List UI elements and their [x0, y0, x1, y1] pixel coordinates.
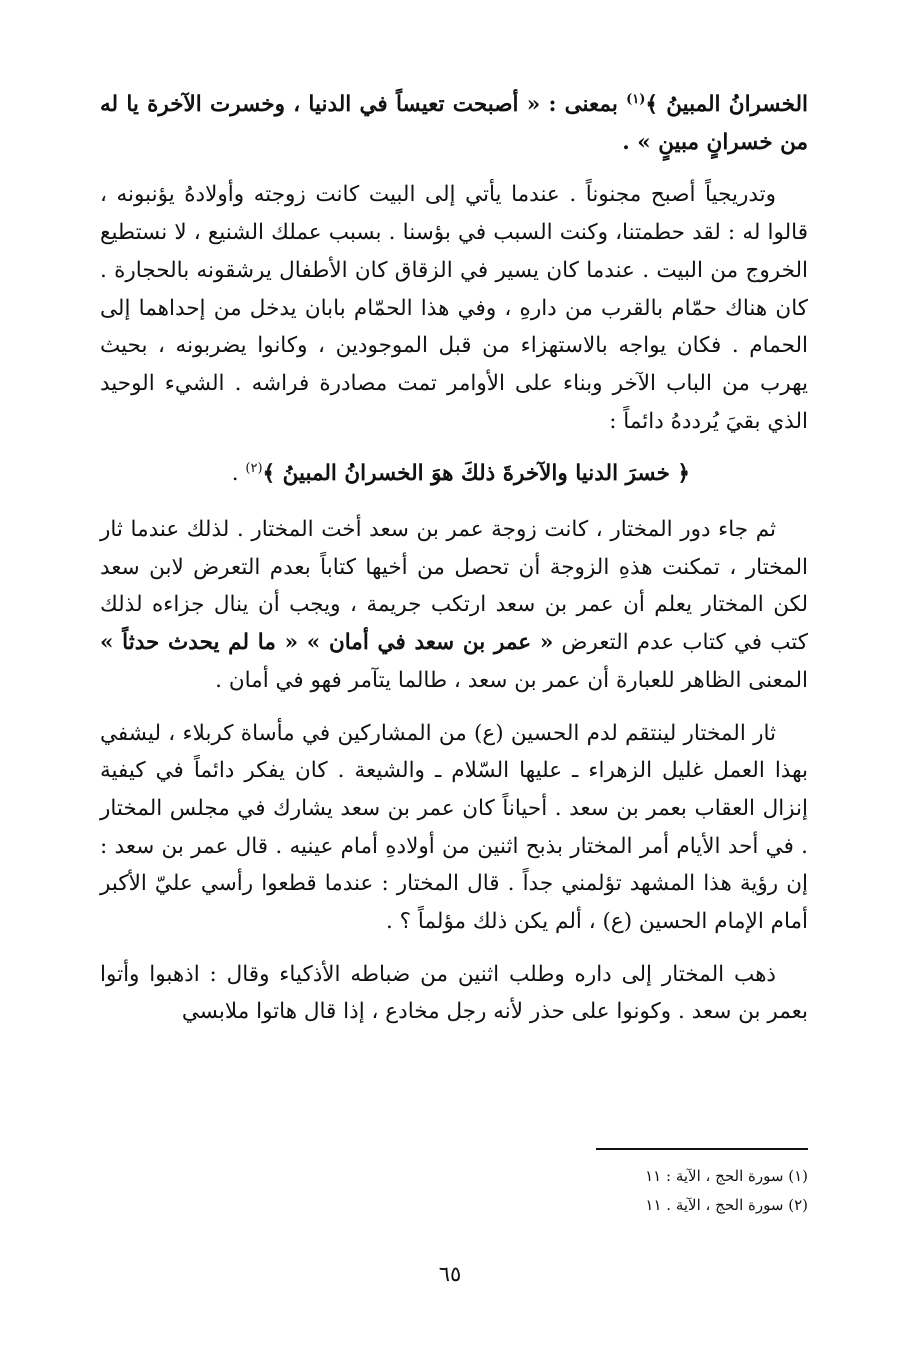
paragraph-3	[100, 511, 808, 700]
paragraph-2-text: وتدريجياً أصبح مجنوناً . عندما يأتي إلى البيت كانت زوجته وأولادهُ يؤنبونه ، قالوا له : لقد حطمتنا، وكنت السبب في بؤسنا . بسبب عملك الشنيع ، لا نستطيع الخروج من البيت . عندما كان يسير في الزقاق كان الأطفال يرشقونه بالحجارة . كان هناك حمّام بالقرب من دارهِ ، وفي هذا الحمّام بابان يدخل من إحداهما إلى الحمام . فكان يواجه بالاستهزاء من قبل الموجودين ، وكانوا يضربونه ، بحيث يهرب من الباب الآخر وبناء على الأوامر تمت مصادرة فراشه . الشيء الوحيد الذي بقيَ يُرددهُ دائماً :	[100, 182, 808, 434]
paragraph-4-text: ثار المختار لينتقم لدم الحسين (ع) من المشاركين في مأساة كربلاء ، ليشفي بهذا العمل غليل الزهراء ـ عليها السّلام ـ والشيعة . كان يفكر دائماً في كيفية إنزال العقاب بعمر بن سعد . أحياناً كان عمر بن سعد يشارك في مجلس المختار . في أحد الأيام أمر المختار بذبح اثنين من أولادهِ أمام عينيه . قال عمر بن سعد : إن رؤية هذا المشهد تؤلمني جداً . قال المختار : عندما قطعوا رأسي عليّ الأكبر أمام الإمام الحسين (ع) ، ألم يكن ذلك مؤلماً ؟ .	[100, 720, 808, 935]
paragraph-3-text-a: ثم جاء دور المختار ، كانت زوجة عمر بن سعد أخت المختار . لذلك عندما ثار المختار ، تمكنت هذهِ الزوجة أن تحصل من أخيها كتاباً بعدم التعرض لابن سعد لكن المختار يعلم أن عمر بن سعد ارتكب جريمة ، ويجب أن ينال جزاءه لذلك كتب في كتاب عدم التعرض	[100, 517, 809, 656]
paragraph-3-text-b: المعنى الظاهر للعبارة أن عمر بن سعد ، طالما يتآمر فهو في أمان .	[215, 667, 808, 693]
body-text	[100, 86, 808, 1046]
amnesty-quote: « عمر بن سعد في أمان » « ما لم يحدث حدثاً »	[100, 630, 554, 656]
footnote-ref-2: (٢)	[245, 461, 263, 477]
footnote-divider	[596, 1148, 808, 1150]
footnote-ref-1: (١)	[626, 91, 646, 107]
paragraph-1-text: بمعنى : « أصبحت تعيساً في الدنيا ، وخسرت الآخرة يا له من خسرانٍ مبينٍ » .	[100, 92, 808, 155]
quran-verse-text: ﴿ خسرَ الدنيا والآخرةَ ذلكَ هوَ الخسرانُ المبينُ ﴾	[262, 461, 690, 487]
quran-verse	[100, 455, 808, 493]
footnotes	[100, 1162, 808, 1220]
paragraph-4	[100, 715, 808, 941]
verse-end-punct: .	[231, 461, 246, 487]
page-number: ٦٥	[438, 1262, 462, 1286]
paragraph-2	[100, 176, 808, 440]
footnote-1: (١) سورة الحج ، الآية : ١١	[645, 1167, 808, 1185]
paragraph-1	[100, 86, 808, 161]
paragraph-5-text: ذهب المختار إلى داره وطلب اثنين من ضباطه الأذكياء وقال : اذهبوا وأتوا بعمر بن سعد . وكونوا على حذر لأنه رجل مخادع ، إذا قال هاتوا ملابسي	[100, 961, 808, 1025]
quran-quote-end: الخسرانُ المبينُ ﴾	[645, 92, 808, 117]
footnote-2: (٢) سورة الحج ، الآية . ١١	[645, 1196, 808, 1214]
paragraph-5	[100, 956, 808, 1031]
